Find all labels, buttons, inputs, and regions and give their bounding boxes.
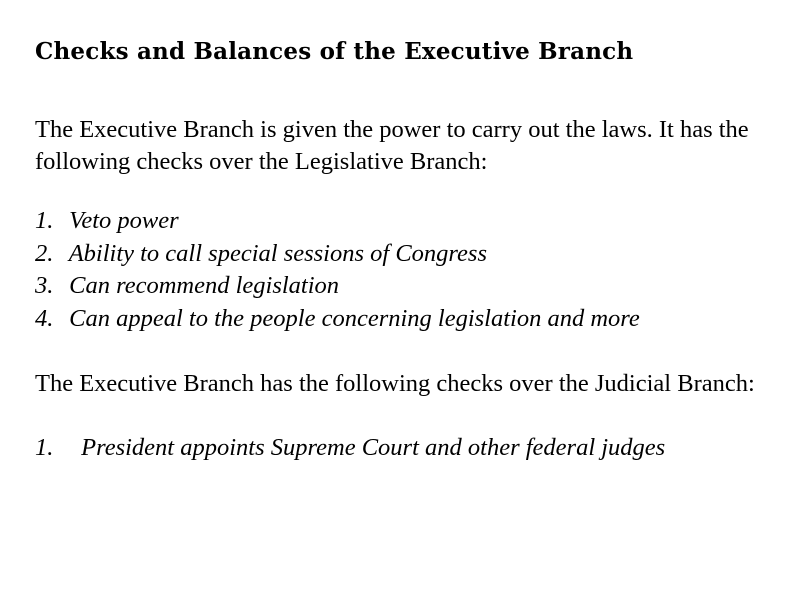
list-item	[35, 303, 640, 336]
list-item-text: President appoints Supreme Court and other federal judges	[81, 434, 666, 461]
list-item	[35, 432, 665, 465]
list-item-text: Veto power	[69, 207, 179, 234]
list-item-number: 2.	[35, 239, 54, 267]
slide-title: Checks and Balances of the Executive Branch	[35, 38, 634, 65]
list-item-number: 3.	[35, 272, 54, 299]
list-item	[35, 270, 640, 303]
list-item-text: Can appeal to the people concerning legislation and more	[69, 304, 640, 332]
list-item-number: 1.	[35, 434, 54, 461]
list-item-number: 1.	[35, 207, 54, 234]
list-item-number: 4.	[35, 304, 54, 332]
list-item-text: Ability to call special sessions of Congress	[68, 239, 487, 267]
judicial-intro-text: The Executive Branch has the following checks over the Judicial Branch:	[35, 370, 755, 397]
legislative-intro-text: The Executive Branch is given the power to carry out the laws. It has the following checks over the Legislative Branch:	[35, 116, 749, 175]
list-item	[35, 238, 640, 271]
judicial-checks-list	[35, 432, 665, 465]
legislative-checks-list	[35, 205, 640, 335]
list-item	[35, 205, 640, 238]
list-item-text: Can recommend legislation	[69, 272, 340, 299]
